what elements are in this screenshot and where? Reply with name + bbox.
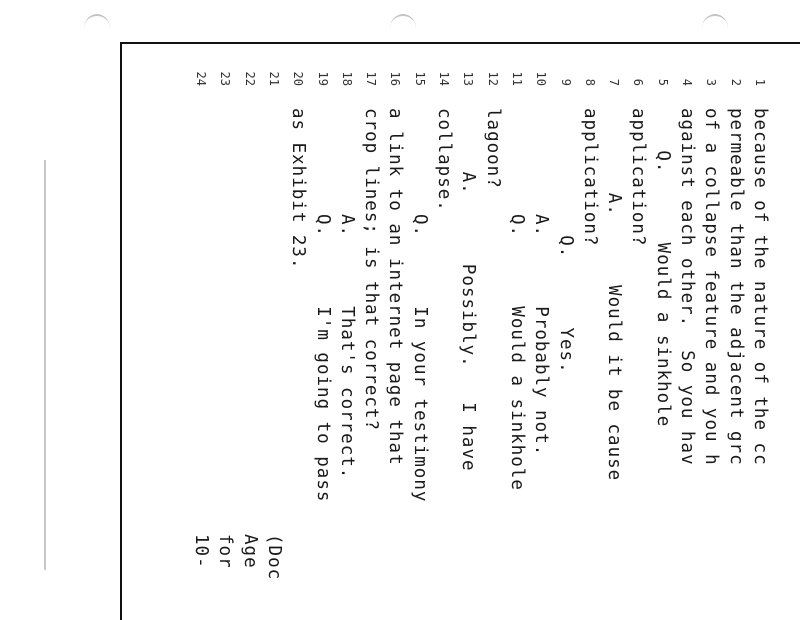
line-text: Q. Would a sinkhole [507,214,527,491]
transcript-line [578,44,602,620]
line-text-right: Age [239,534,260,569]
transcript-line [384,44,408,620]
transcript-line [675,44,699,620]
punch-hole [390,14,416,42]
line-number: 23 [218,71,233,86]
transcript-line [359,44,383,620]
line-text: crop lines; is that correct? [361,108,382,432]
line-number: 21 [267,71,281,86]
transcript-line [189,44,213,620]
line-number: 8 [582,78,597,86]
transcript-line [335,44,359,620]
rotated-transcript [122,44,800,620]
line-number: 5 [655,78,670,86]
transcript-line [238,44,262,620]
line-text: collapse. [434,108,455,212]
line-text: against each other. So you hav [677,108,698,466]
line-text-right: (Doc [264,534,284,581]
line-number: 13 [461,71,476,86]
line-number: 3 [704,78,719,86]
transcript-line [554,44,578,620]
line-text: permeable than the adjacent grc [725,108,746,466]
transcript-page [120,42,800,620]
page-edge-shadow [44,160,46,570]
line-number: 22 [242,71,257,86]
line-text: A. Would it be cause [604,192,625,482]
line-text: Q. I'm going to pass [312,214,333,503]
line-text: Q. Yes. [555,235,576,374]
line-text: A. Possibly. I have [458,171,479,472]
transcript-line [748,44,772,620]
transcript-line [432,44,456,620]
transcript-line [627,44,651,620]
line-text: of a collapse feature and you h [701,108,722,466]
transcript-line [724,44,748,620]
line-number: 4 [680,78,695,86]
line-number: 2 [728,78,743,86]
line-number: 19 [315,71,330,86]
line-number: 20 [291,71,306,86]
line-number: 6 [631,78,646,86]
transcript-line [213,44,237,620]
line-number: 17 [364,71,379,86]
transcript-line [651,44,675,620]
transcript-line [408,44,432,620]
transcript-line [456,44,480,620]
transcript-line [505,44,529,620]
line-text: Q. In your testimony [409,214,430,503]
line-number: 7 [607,78,622,86]
line-number: 18 [339,71,354,86]
transcript-line [602,44,626,620]
line-text: lagoon? [482,108,503,189]
line-text: A. Probably not. [531,214,552,457]
line-number: 10 [534,71,549,86]
transcript-line [311,44,335,620]
line-number: 16 [388,71,403,86]
line-text: A. That's correct. [336,214,357,480]
line-number: 14 [437,71,452,86]
transcript-line [699,44,723,620]
transcript-line [529,44,553,620]
line-number: 15 [412,71,427,86]
line-text: a link to an internet page that [385,108,406,466]
punch-hole [702,14,728,42]
transcript-line [262,44,286,620]
line-text: Q. Would a sinkhole [652,150,673,428]
punch-hole [84,14,110,42]
line-text: because of the nature of the cc [750,108,770,466]
line-number: 24 [194,71,209,86]
line-number: 12 [485,71,500,86]
line-number: 11 [510,71,524,86]
line-text: application? [628,108,649,247]
transcript-line [481,44,505,620]
line-text: as Exhibit 23. [288,108,309,270]
line-text-right: 10- [191,534,212,569]
transcript-line [286,44,310,620]
line-number: 9 [558,78,573,86]
line-number: 1 [753,78,767,86]
line-text-right: for [215,534,236,569]
line-text: application? [579,108,600,247]
